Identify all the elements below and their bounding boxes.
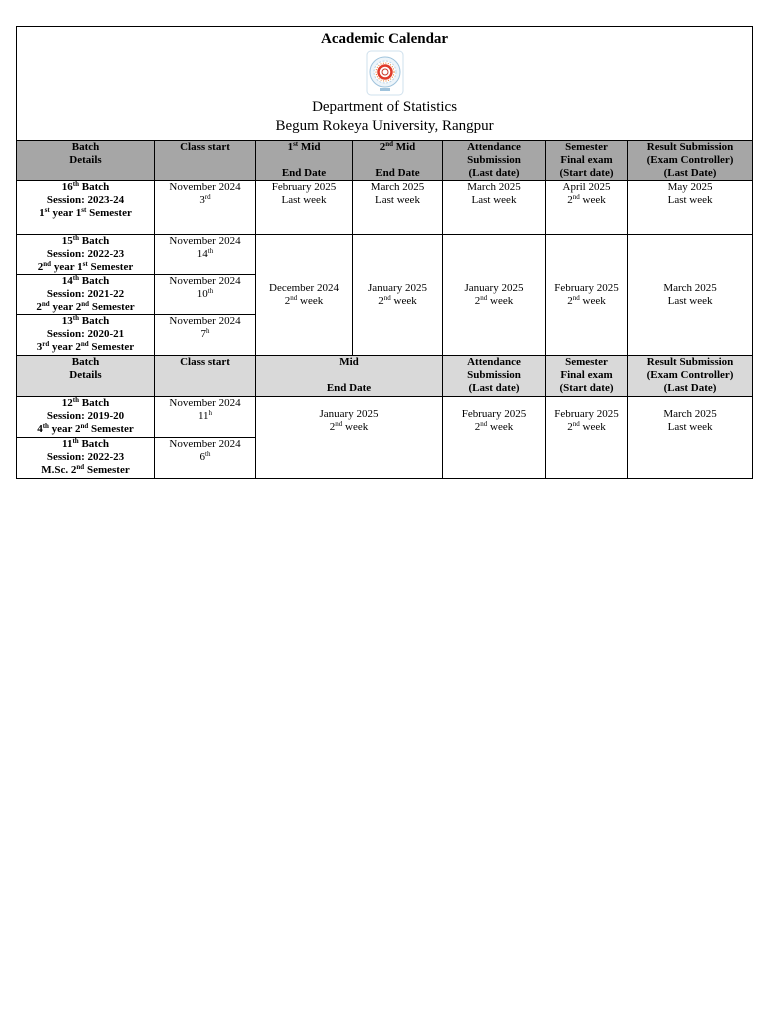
group2-mid: January 2025 2nd week	[256, 397, 443, 479]
academic-calendar-sheet	[16, 26, 752, 479]
batch-16-class-start: November 2024 3rd	[155, 181, 256, 235]
calendar-table	[16, 26, 753, 479]
table1-header-row	[17, 141, 753, 181]
group-second-mid: January 2025 2nd week	[353, 235, 443, 356]
batch-13-details: 13th Batch Session: 2020-21 3rd year 2nd Semester	[17, 315, 155, 356]
university-name: Begum Rokeya University, Rangpur	[275, 118, 494, 134]
table-row	[17, 181, 753, 235]
header-second-mid: 2nd Mid End Date	[353, 141, 443, 181]
batch-13-class-start: November 2024 7$^h$	[155, 315, 256, 356]
batch-15-class-start: November 2024 14th	[155, 235, 256, 275]
batch-16-attendance: March 2025 Last week	[443, 181, 546, 235]
batch-12-details: 12th Batch Session: 2019-20 4th year 2nd Semester	[17, 397, 155, 438]
batch-16-details: 16th Batch Session: 2023-24 1st year 1st Semester	[17, 181, 155, 235]
header2-attendance-submission: Attendance Submission (Last date)	[443, 356, 546, 397]
header2-class-start: Class start	[155, 356, 256, 397]
university-logo-icon	[366, 50, 404, 96]
batch-16-final-exam: April 2025 2nd week	[546, 181, 628, 235]
batch-16-second-mid: March 2025 Last week	[353, 181, 443, 235]
group2-final-exam: February 2025 2nd week	[546, 397, 628, 479]
batch-14-class-start: November 2024 10th	[155, 275, 256, 315]
table-row	[17, 235, 753, 275]
header2-semester-final-exam: Semester Final exam (Start date)	[546, 356, 628, 397]
batch-16-result-submission: May 2025 Last week	[628, 181, 753, 235]
batch-14-details: 14th Batch Session: 2021-22 2nd year 2nd Semester	[17, 275, 155, 315]
batch-15-details: 15th Batch Session: 2022-23 2nd year 1st Semester	[17, 235, 155, 275]
header-class-start: Class start	[155, 141, 256, 181]
batch-11-details: 11th Batch Session: 2022-23 M.Sc. 2nd Semester	[17, 438, 155, 479]
header-result-submission: Result Submission (Exam Controller) (Last Date)	[628, 141, 753, 181]
calendar-title: Academic Calendar	[321, 31, 449, 47]
table-row	[17, 397, 753, 438]
group2-attendance: February 2025 2nd week	[443, 397, 546, 479]
header2-batch-details: Batch Details	[17, 356, 155, 397]
group-result-submission: March 2025 Last week	[628, 235, 753, 356]
header2-mid: Mid End Date	[256, 356, 443, 397]
header-batch-details: Batch Details	[17, 141, 155, 181]
header2-result-submission: Result Submission (Exam Controller) (Last Date)	[628, 356, 753, 397]
header-first-mid: 1st Mid End Date	[256, 141, 353, 181]
group-first-mid: December 2024 2nd week	[256, 235, 353, 356]
department-name: Department of Statistics	[312, 99, 458, 115]
header-semester-final-exam: Semester Final exam (Start date)	[546, 141, 628, 181]
group-final-exam: February 2025 2nd week	[546, 235, 628, 356]
group2-result-submission: March 2025 Last week	[628, 397, 753, 479]
batch-12-class-start: November 2024 11$^h$	[155, 397, 256, 438]
batch-16-first-mid: February 2025 Last week	[256, 181, 353, 235]
title-block	[17, 27, 753, 141]
group-attendance: January 2025 2nd week	[443, 235, 546, 356]
table2-header-row	[17, 356, 753, 397]
batch-11-class-start: November 2024 6th	[155, 438, 256, 479]
header-attendance-submission: Attendance Submission (Last date)	[443, 141, 546, 181]
